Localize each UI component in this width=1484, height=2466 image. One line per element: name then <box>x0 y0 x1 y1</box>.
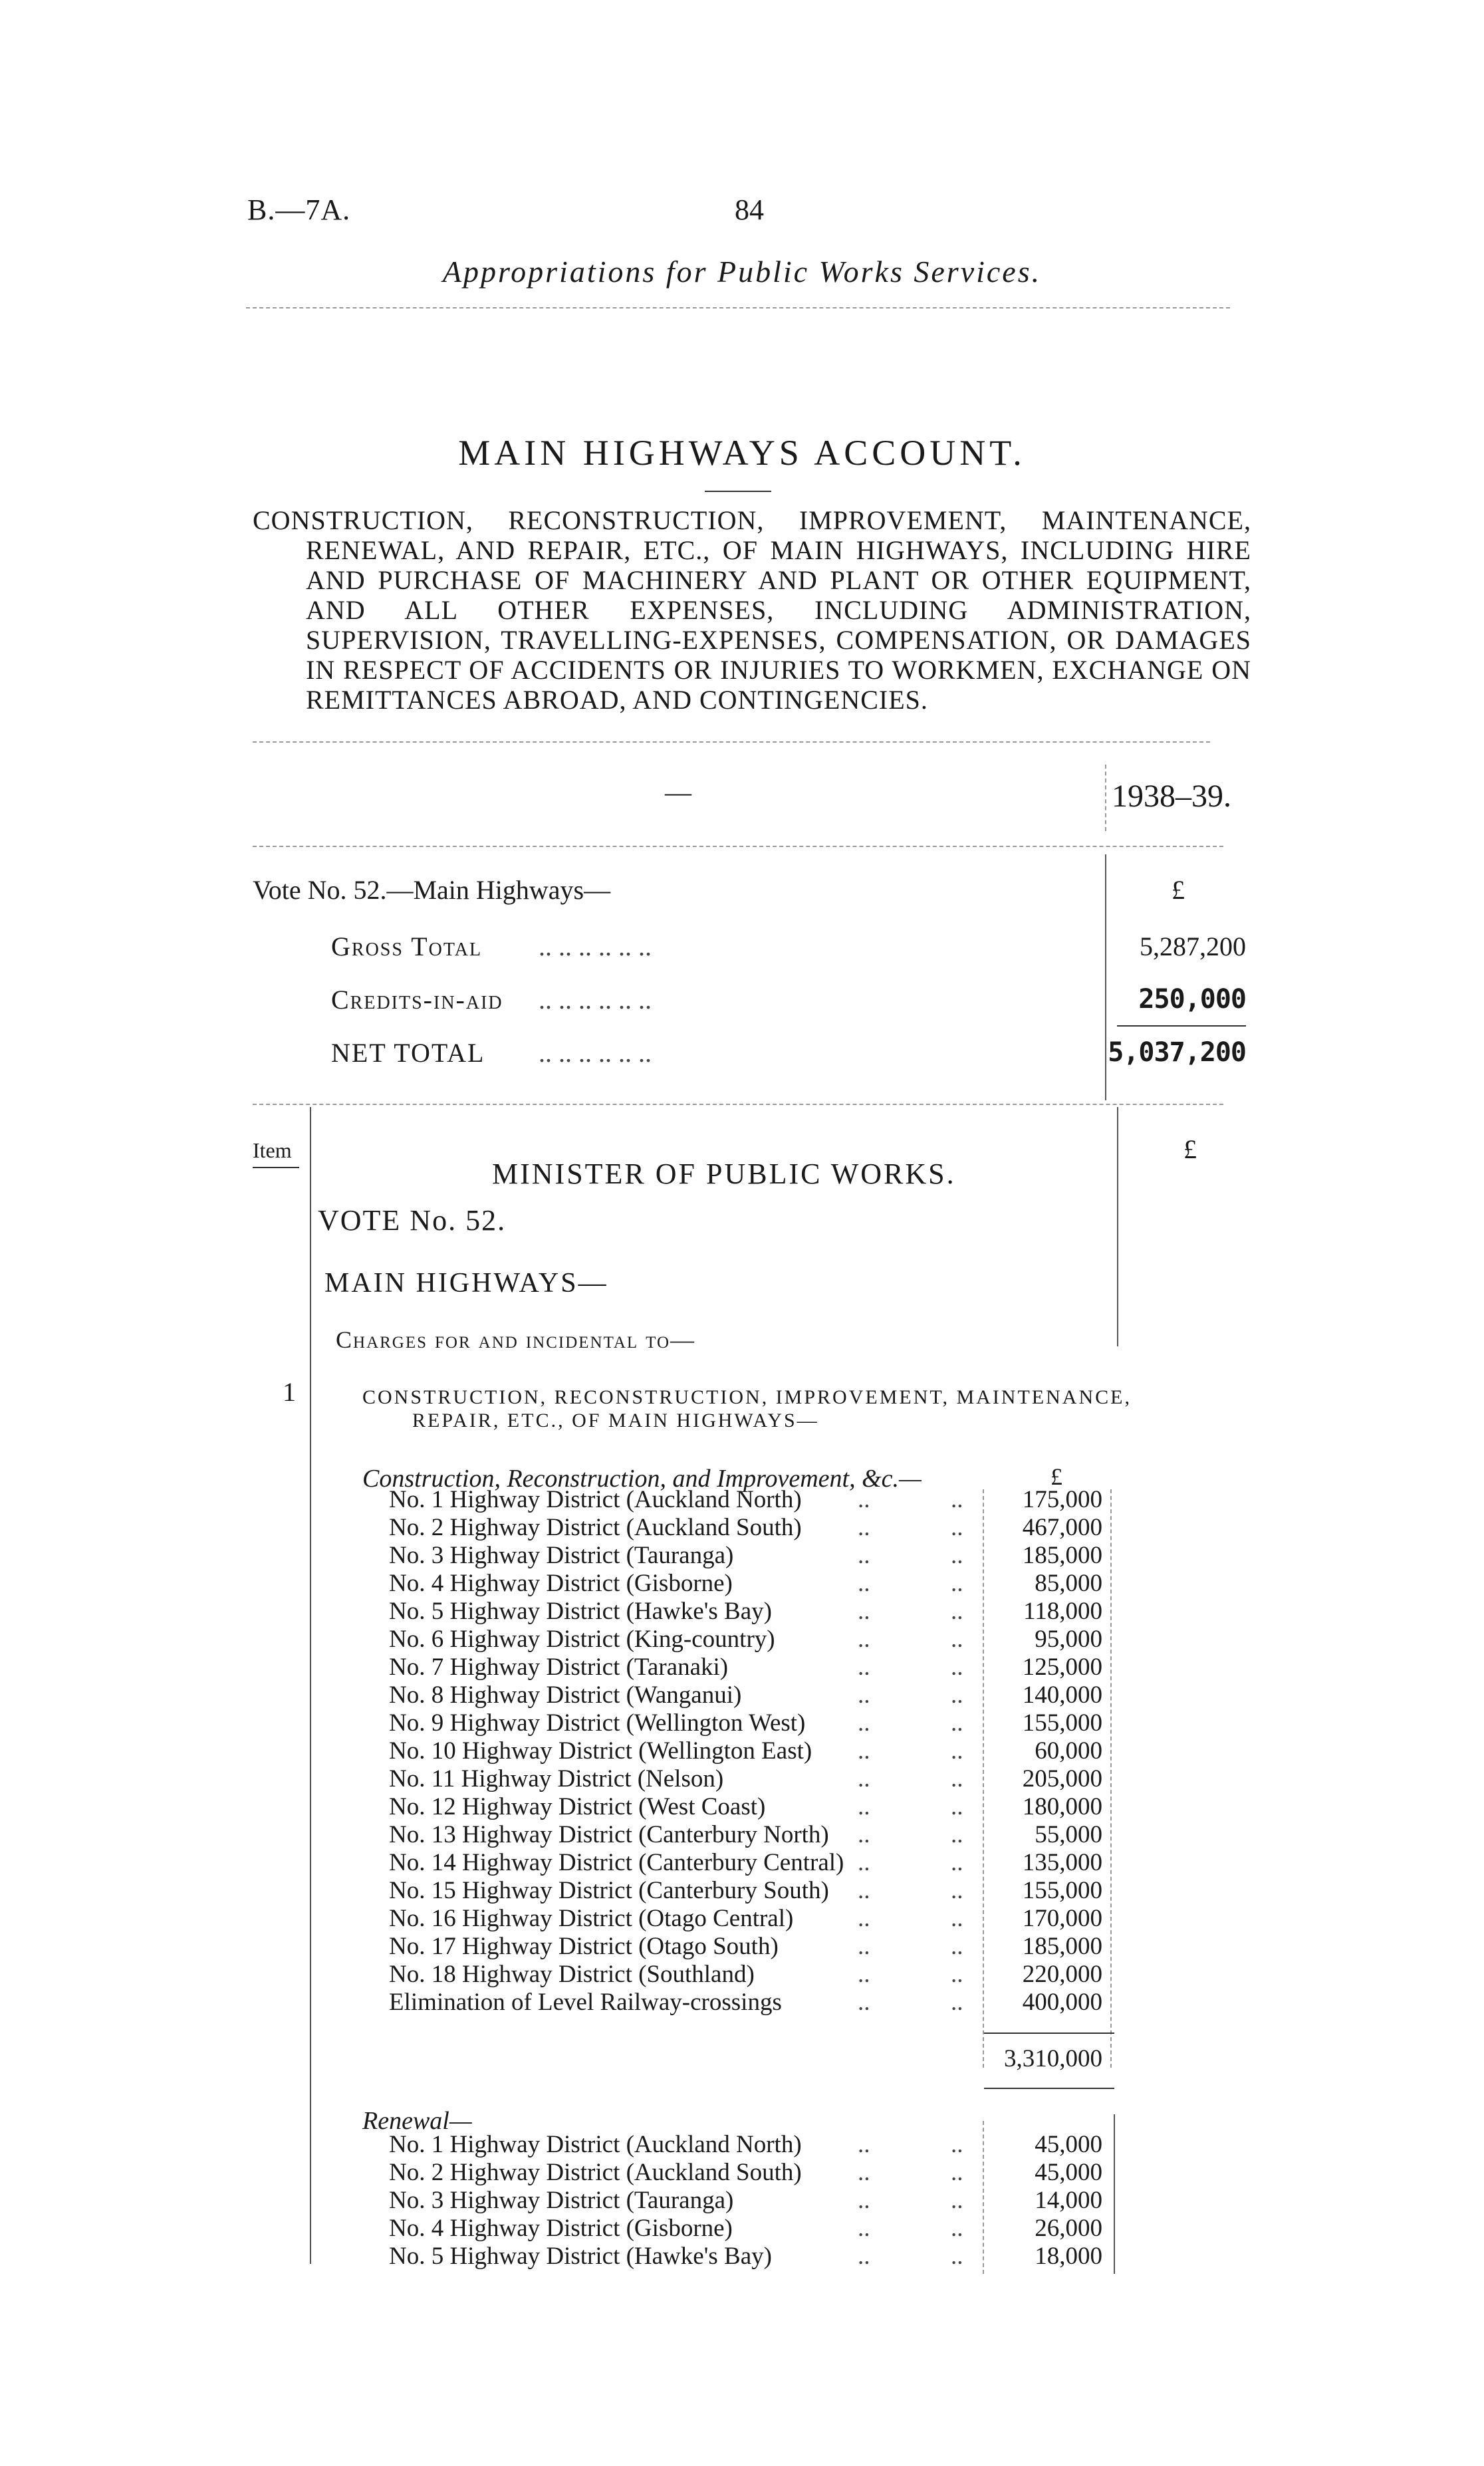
construction-value: 60,000 <box>1035 1737 1102 1765</box>
leader-dots: .. <box>951 1486 963 1513</box>
leader-dots: .. <box>951 1570 963 1597</box>
leader-dots: .. <box>858 1570 870 1597</box>
credits-label: Credits-in-aid <box>331 985 503 1015</box>
construction-label: No. 17 Highway District (Otago South) <box>389 1933 779 1960</box>
leader-dots: .. .. .. .. .. .. <box>539 1038 652 1068</box>
header-divider <box>246 307 1230 308</box>
leader-dots: .. <box>858 1989 870 2016</box>
construction-value: 118,000 <box>1023 1598 1102 1625</box>
leader-dots: .. <box>858 2159 870 2186</box>
renewal-label: No. 5 Highway District (Hawke's Bay) <box>389 2243 772 2270</box>
detail-currency: £ <box>1183 1134 1197 1164</box>
construction-value: 155,000 <box>1022 1877 1102 1904</box>
leader-dots: .. <box>858 1765 870 1792</box>
leader-dots: .. <box>951 1654 963 1681</box>
renewal-row <box>0 2131 1484 2159</box>
construction-label: No. 11 Highway District (Nelson) <box>389 1765 724 1792</box>
leader-dots: .. <box>951 1989 963 2016</box>
document-reference: B.—7A. <box>247 193 351 226</box>
summary-bottom-rule <box>253 1104 1223 1105</box>
net-total-label: NET TOTAL <box>331 1038 485 1068</box>
leader-dots: .. <box>951 1514 963 1541</box>
construction-value: 220,000 <box>1022 1961 1102 1988</box>
leader-dots: .. <box>858 1486 870 1513</box>
construction-row <box>0 1989 1484 2017</box>
construction-value: 180,000 <box>1022 1793 1102 1820</box>
renewal-value: 14,000 <box>1035 2187 1102 2214</box>
leader-dots: .. <box>858 1877 870 1904</box>
summary-row-credits <box>0 984 1484 1024</box>
description-divider <box>253 741 1210 743</box>
construction-row <box>0 1570 1484 1598</box>
construction-total: 3,310,000 <box>1004 2045 1102 2072</box>
leader-dots: .. <box>951 1681 963 1709</box>
leader-dots: .. <box>951 1933 963 1960</box>
gross-total-label: Gross Total <box>331 931 483 961</box>
leader-dots: .. <box>951 1598 963 1625</box>
construction-value: 400,000 <box>1022 1989 1102 2016</box>
leader-dots: .. <box>858 1626 870 1653</box>
leader-dots: .. <box>951 2131 963 2158</box>
leader-dots: .. <box>858 1933 870 1960</box>
construction-label: No. 16 Highway District (Otago Central) <box>389 1905 794 1932</box>
construction-value: 55,000 <box>1035 1821 1102 1848</box>
construction-total-rule <box>984 2033 1114 2034</box>
leader-dots: .. .. .. .. .. .. <box>539 931 652 961</box>
vote-line: Vote No. 52.—Main Highways— <box>253 875 611 905</box>
leader-dots: .. <box>858 1654 870 1681</box>
construction-row <box>0 1933 1484 1961</box>
construction-label: No. 2 Highway District (Auckland South) <box>389 1514 802 1541</box>
year-header: 1938–39. <box>1112 779 1231 814</box>
leader-dots: .. <box>951 1793 963 1820</box>
construction-label: Elimination of Level Railway-crossings <box>389 1989 782 2016</box>
renewal-row <box>0 2187 1484 2215</box>
leader-dots: .. <box>858 2215 870 2242</box>
construction-label: No. 14 Highway District (Canterbury Central) <box>389 1849 844 1876</box>
amount-column-divider <box>1117 1107 1118 1346</box>
construction-row <box>0 1654 1484 1681</box>
renewal-label: No. 3 Highway District (Tauranga) <box>389 2187 734 2214</box>
leader-dots: .. <box>951 1821 963 1848</box>
construction-row <box>0 1681 1484 1709</box>
leader-dots: .. <box>858 1598 870 1625</box>
renewal-label: No. 1 Highway District (Auckland North) <box>389 2131 802 2158</box>
summary-row-net-total <box>0 1037 1484 1077</box>
summary-header-rule <box>253 846 1223 847</box>
construction-row <box>0 1486 1484 1514</box>
construction-label: No. 15 Highway District (Canterbury South) <box>389 1877 829 1904</box>
page-subtitle: Appropriations for Public Works Services. <box>442 255 1042 289</box>
minister-heading: MINISTER OF PUBLIC WORKS. <box>492 1158 956 1190</box>
construction-row <box>0 1765 1484 1793</box>
leader-dots: .. <box>858 1681 870 1709</box>
construction-label: No. 8 Highway District (Wanganui) <box>389 1681 742 1709</box>
renewal-value: 18,000 <box>1035 2243 1102 2270</box>
leader-dots: .. <box>951 1765 963 1792</box>
page-number: 84 <box>735 193 764 226</box>
renewal-label: No. 2 Highway District (Auckland South) <box>389 2159 802 2186</box>
construction-value: 467,000 <box>1022 1514 1102 1541</box>
leader-dots: .. <box>951 1877 963 1904</box>
construction-label: No. 13 Highway District (Canterbury North) <box>389 1821 829 1848</box>
construction-value: 185,000 <box>1022 1542 1102 1569</box>
net-total-rule <box>1117 1025 1246 1027</box>
leader-dots: .. <box>858 1961 870 1988</box>
construction-value: 175,000 <box>1022 1486 1102 1513</box>
construction-value: 140,000 <box>1022 1681 1102 1709</box>
construction-row <box>0 1709 1484 1737</box>
renewal-value: 45,000 <box>1035 2131 1102 2158</box>
construction-row <box>0 1905 1484 1933</box>
leader-dots: .. <box>951 1626 963 1653</box>
leader-dots: .. <box>858 1821 870 1848</box>
leader-dots: .. <box>858 1737 870 1765</box>
construction-row <box>0 1849 1484 1877</box>
credits-value: 250,000 <box>1138 984 1246 1015</box>
leader-dots: .. <box>951 1709 963 1737</box>
net-total-value: 5,037,200 <box>1108 1037 1246 1068</box>
construction-row <box>0 1626 1484 1654</box>
leader-dots: .. <box>951 2243 963 2270</box>
leader-dots: .. .. .. .. .. .. <box>539 985 652 1015</box>
construction-row <box>0 1514 1484 1542</box>
leader-dots: .. <box>858 1709 870 1737</box>
renewal-value: 26,000 <box>1035 2215 1102 2242</box>
item-number: 1 <box>283 1377 296 1407</box>
summary-currency: £ <box>1172 875 1185 905</box>
construction-currency: £ <box>1051 1463 1062 1490</box>
construction-value: 185,000 <box>1022 1933 1102 1960</box>
account-title: MAIN HIGHWAYS ACCOUNT. <box>458 433 1026 473</box>
leader-dots: .. <box>858 1542 870 1569</box>
leader-dots: .. <box>951 2187 963 2214</box>
leader-dots: .. <box>951 1542 963 1569</box>
construction-row <box>0 1821 1484 1849</box>
charges-heading: Charges for and incidental to— <box>336 1326 696 1353</box>
renewal-row <box>0 2215 1484 2243</box>
summary-column-divider-top <box>1105 765 1106 831</box>
renewal-value: 45,000 <box>1035 2159 1102 2186</box>
leader-dots: .. <box>858 2243 870 2270</box>
construction-value: 170,000 <box>1022 1905 1102 1932</box>
construction-row <box>0 1961 1484 1989</box>
construction-value: 155,000 <box>1022 1709 1102 1737</box>
construction-label: No. 6 Highway District (King-country) <box>389 1626 775 1653</box>
construction-label: No. 1 Highway District (Auckland North) <box>389 1486 802 1513</box>
construction-value: 125,000 <box>1022 1654 1102 1681</box>
construction-label: No. 5 Highway District (Hawke's Bay) <box>389 1598 772 1625</box>
renewal-label: No. 4 Highway District (Gisborne) <box>389 2215 733 2242</box>
leader-dots: .. <box>858 2131 870 2158</box>
leader-dots: .. <box>858 1793 870 1820</box>
construction-value: 85,000 <box>1035 1570 1102 1597</box>
construction-row <box>0 1737 1484 1765</box>
construction-value: 135,000 <box>1022 1849 1102 1876</box>
main-highways-heading: MAIN HIGHWAYS— <box>324 1268 608 1298</box>
leader-dots: .. <box>951 1737 963 1765</box>
item-title-line-1: CONSTRUCTION, RECONSTRUCTION, IMPROVEMENT, MAINTENANCE, <box>362 1386 1132 1408</box>
construction-value: 95,000 <box>1035 1626 1102 1653</box>
construction-label: No. 10 Highway District (Wellington East) <box>389 1737 812 1765</box>
leader-dots: .. <box>951 2159 963 2186</box>
renewal-heading: Renewal— <box>362 2107 472 2135</box>
leader-dots: .. <box>951 1849 963 1876</box>
column-dash: — <box>665 777 691 807</box>
leader-dots: .. <box>858 1514 870 1541</box>
construction-total-bottom-rule <box>984 2088 1114 2089</box>
leader-dots: .. <box>858 1905 870 1932</box>
construction-label: No. 7 Highway District (Taranaki) <box>389 1654 729 1681</box>
construction-label: No. 9 Highway District (Wellington West) <box>389 1709 806 1737</box>
construction-row <box>0 1877 1484 1905</box>
construction-label: No. 18 Highway District (Southland) <box>389 1961 755 1988</box>
construction-row <box>0 1542 1484 1570</box>
construction-value: 205,000 <box>1022 1765 1102 1792</box>
item-column-header: Item <box>253 1138 292 1162</box>
renewal-row <box>0 2159 1484 2187</box>
construction-label: No. 4 Highway District (Gisborne) <box>389 1570 733 1597</box>
account-description: CONSTRUCTION, RECONSTRUCTION, IMPROVEMENT, MAINTENANCE, RENEWAL, AND REPAIR, ETC., OF MAIN HIGHWAYS, INCLUDING HIRE AND PURCHASE OF MACHINERY AND PLANT OR OTHER EQUIPMENT, AND ALL OTHER EXPENSES, INCLUDING ADMINISTRATION, SUPERVISION, TRAVELLING-EXPENSES, COMPENSATION, OR DAMAGES IN RESPECT OF ACCIDENTS OR INJURIES TO WORKMEN, EXCHANGE ON REMITTANCES ABROAD, AND CONTINGENCIES. <box>253 505 1251 715</box>
item-title-line-2: REPAIR, ETC., OF MAIN HIGHWAYS— <box>412 1410 819 1431</box>
leader-dots: .. <box>951 1961 963 1988</box>
construction-row <box>0 1598 1484 1626</box>
gross-total-value: 5,287,200 <box>1140 931 1246 961</box>
leader-dots: .. <box>858 1849 870 1876</box>
leader-dots: .. <box>858 2187 870 2214</box>
summary-row-gross-total <box>0 931 1484 971</box>
renewal-row <box>0 2243 1484 2271</box>
vote-heading: VOTE No. 52. <box>318 1204 507 1237</box>
construction-label: No. 3 Highway District (Tauranga) <box>389 1542 734 1569</box>
leader-dots: .. <box>951 2215 963 2242</box>
title-underline <box>705 491 771 492</box>
item-header-underline <box>253 1167 299 1168</box>
construction-heading: Construction, Reconstruction, and Improvement, &c.— <box>362 1465 922 1493</box>
construction-label: No. 12 Highway District (West Coast) <box>389 1793 766 1820</box>
leader-dots: .. <box>951 1905 963 1932</box>
construction-row <box>0 1793 1484 1821</box>
